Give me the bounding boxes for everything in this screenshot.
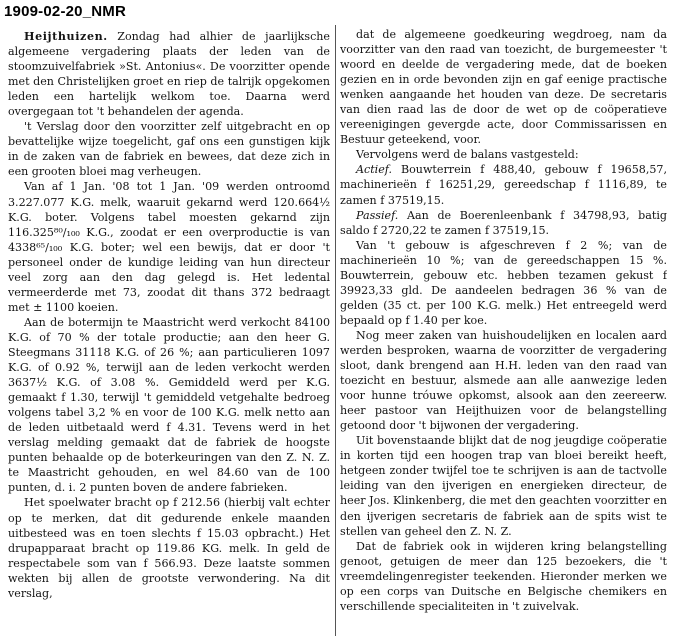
paragraph: Uit bovenstaande blijkt dat de nog jeugdige coöperatie in korten tijd een hoogen trap van bloei bereikt heeft, hetgeen zonder twijfel toe te schrijven is aan de tactvolle leiding van den ijverigen en energieken directeur, de heer Jos. Klinkenberg, die met den geachten voorzitter en den ijverigen secretaris de fabriek aan de spits wist te stellen van geheel den Z. N. Z. <box>340 434 667 538</box>
article-title: Heijthuizen. <box>24 30 108 43</box>
paragraph: Passief. Aan de Boerenleenbank f 34798,93, batig saldo f 2720,22 te zamen f 37519,15. <box>340 208 667 237</box>
paragraph: Het spoelwater bracht op f 212.56 (hierbij valt echter op te merken, dat dit gedurende enkele maanden uitbesteed was en toen slechts f 15.03 opbracht.) Het drupapparaat bracht op 119.86 KG. melk. In geld de respectabele som van f 566.93. Deze laatste sommen wekten bij allen de grootste verwondering. Na dit verslag, <box>8 496 330 600</box>
column-divider <box>335 25 336 636</box>
paragraph: Nog meer zaken van huishoudelijken en localen aard werden besproken, waarna de voorzitter de vergadering sloot, dank brengend aan H.H. leden van den raad van toezicht en bestuur, alsmede aan alle aanwezige leden voor hunne tróuwe opkomst, alsook aan den zeereerw. heer pastoor van Heijthuizen voor de belangstelling getoond door 't bijwonen der vergadering. <box>340 328 667 433</box>
clipping-date-label: 1909-02-20_NMR <box>4 3 127 20</box>
paragraph: Aan de botermijn te Maastricht werd verkocht 84100 K.G. of 70 % der totale productie; aan den heer G. Steegmans 31118 K.G. of 26 %; aan particulieren 1097 K.G. of 0.92 %, terwijl aan de leden verkocht werden 3637½ K.G. of 3.08 %. Gemiddeld werd per K.G. gemaakt f 1.30, terwijl 't gemiddeld vetgehalte bedroeg volgens tabel 3,2 % en voor de 100 K.G. melk netto aan de leden uitbetaald werd f 4.31. Tevens werd in het verslag melding gemaakt dat de fabriek de hoogste punten behaalde op de boterkeuringen van den Z. N. Z. te Maastricht gehouden, en wel 84.60 van de 100 punten, d. i. 2 punten boven de andere fabrieken. <box>8 315 330 495</box>
paragraph: Van af 1 Jan. '08 tot 1 Jan. '09 werden ontroomd 3.227.077 K.G. melk, waaruit gekarnd werd 120.664½ K.G. boter. Volgens tabel moesten gekarnd zijn 116.325⁸⁰/₁₀₀ K.G., zoodat er een overproductie is van 4338⁶⁵/₁₀₀ K.G. boter; wel een bewijs, dat er door 't personeel onder de kundige leiding van hun directeur veel zorg aan den dag gelegd is. Het ledental vermeerderde met 73, zoodat dit thans 372 bedraagt met ± 1100 koeien. <box>8 180 330 314</box>
article-column-right <box>340 27 667 637</box>
balance-heading: Passief. <box>356 208 399 222</box>
paragraph: Vervolgens werd de balans vastgesteld: <box>356 148 579 162</box>
paragraph: dat de algemeene goedkeuring wegdroeg, nam da voorzitter van den raad van toezicht, de burgemeester 't woord en deelde de vergadering mede, dat de boeken gezien en in orde bevonden zijn en gaf eenige practische wenken aangaande het houden van deze. De secretaris van dien raad las de door de wet op de coöperatieve vereenigingen gevergde acte, door Commissarissen en Bestuur geteekend, voor. <box>340 28 667 147</box>
paragraph: 't Verslag door den voorzitter zelf uitgebracht en op bevattelijke wijze toegelicht, gaf ons een gunstigen kijk in de zaken van de fabriek en bewees, dat deze zich in een grooten bloei mag verheugen. <box>8 120 330 179</box>
article-column-left <box>8 29 330 635</box>
paragraph: Heijthuizen. Zondag had alhier de jaarlijksche algemeene vergadering plaats der leden van de stoomzuivelfabriek »St. Antonius«. De voorzitter opende met den Christelijken groet en riep de talrijk opgekomen leden een hartelijk welkom toe. Daarna werd overgegaan tot 't behandelen der agenda. <box>8 30 330 119</box>
paragraph: Dat de fabriek ook in wijderen kring belangstelling genoot, getuigen de meer dan 125 bezoekers, die 't vreemdelingenregister teekenden. Hieronder merken we op een corps van Duitsche en Belgische chemikers en verschillende specialiteiten in 't zuivelvak. <box>340 539 667 613</box>
paragraph: Actief. Bouwterrein f 488,40, gebouw f 19658,57, machinerieën f 16251,29, gereedschap f 1116,89, te zamen f 37519,15. <box>340 163 667 207</box>
paragraph: Van 't gebouw is afgeschreven f 2 %; van de machinerieën 10 %; van de gereedschappen 15 %. Bouwterrein, gebouw etc. hebben tezamen gekust f 39923,33 gld. De aandeelen bedragen 36 % van de gelden (35 ct. per 100 K.G. melk.) Het entreegeld werd bepaald op f 1.40 per koe. <box>340 238 667 327</box>
balance-heading: Actief. <box>356 163 393 177</box>
